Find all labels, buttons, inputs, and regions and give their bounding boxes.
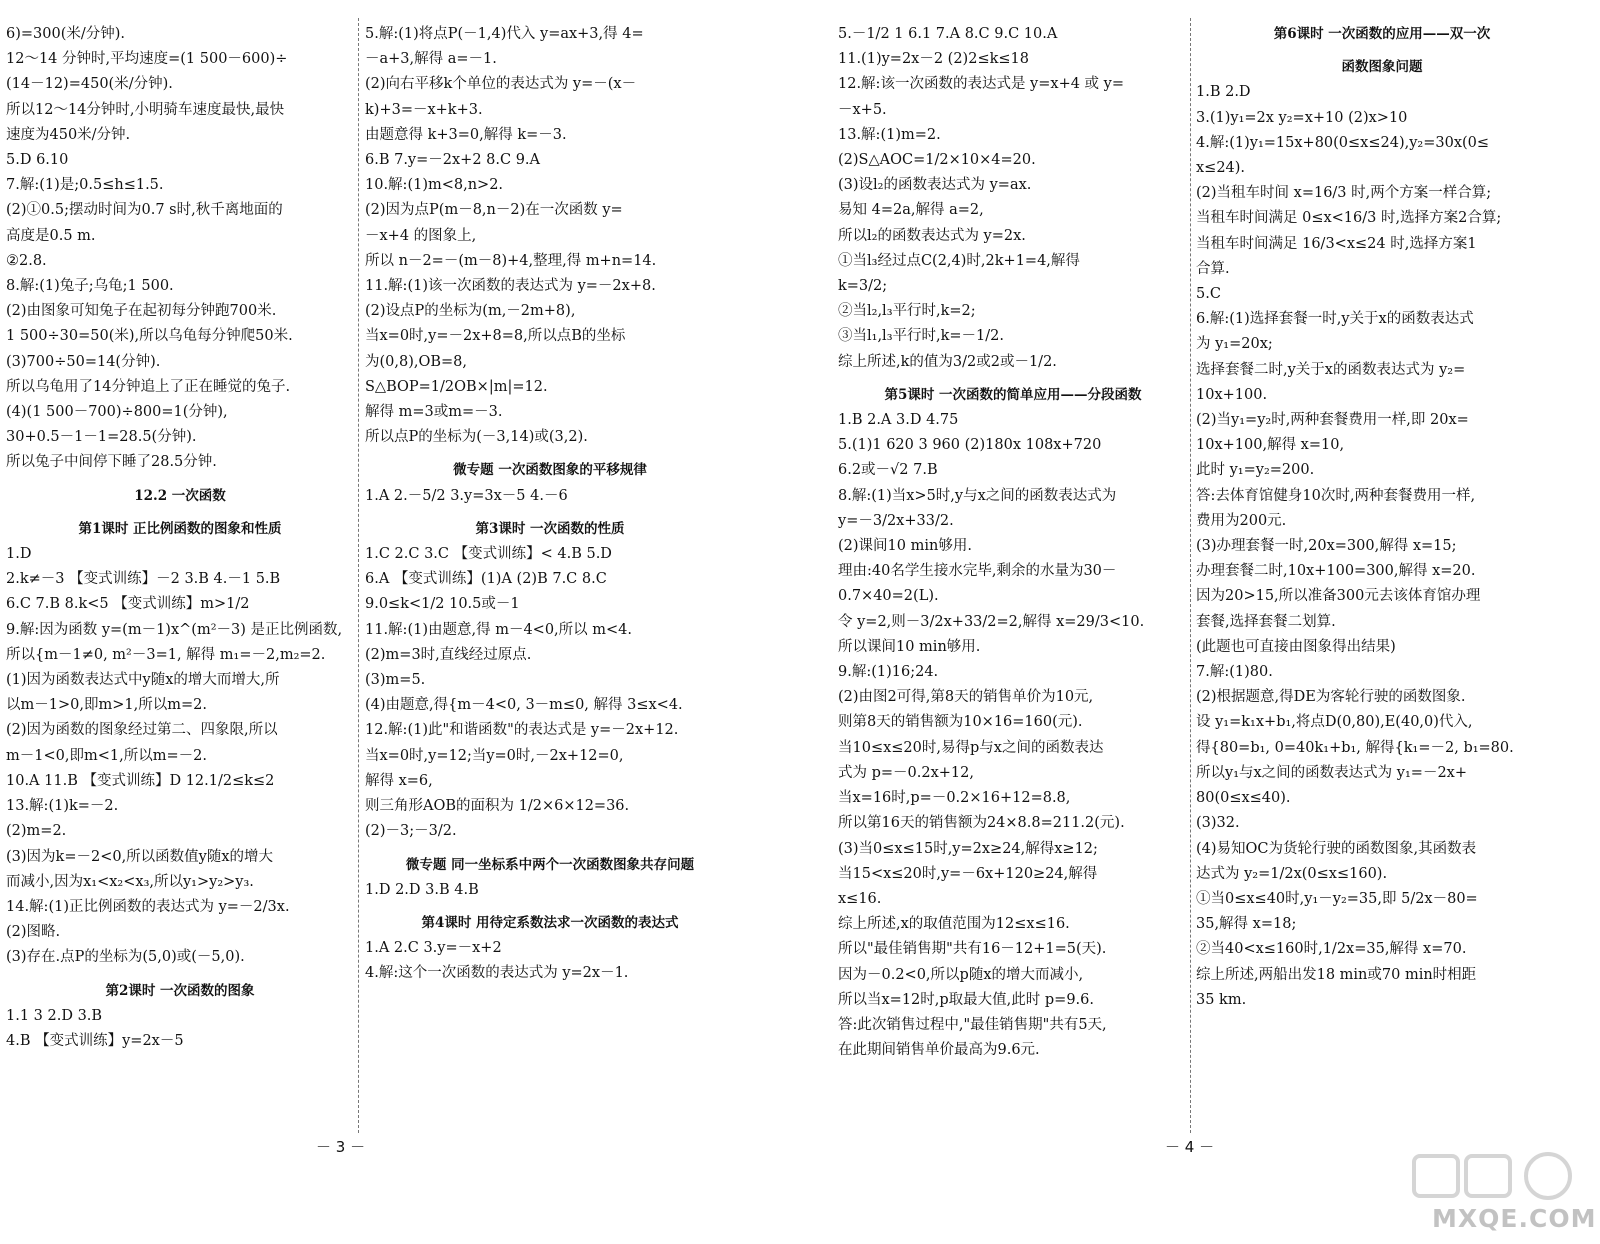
answer-line: (2)设点P的坐标为(m,－2m+8), (365, 303, 576, 320)
answer-line: ①当0≤x≤40时,y₁－y₂=35,即 5/2x－80= (1196, 890, 1478, 907)
answer-line: 速度为450米/分钟. (6, 126, 131, 143)
answer-line: 答:此次销售过程中,"最佳销售期"共有5天, (838, 1016, 1107, 1033)
answer-line: －x+4 的图象上, (365, 227, 477, 244)
answer-line: 答:去体育馆健身10次时,两种套餐费用一样, (1196, 487, 1476, 504)
answer-line: m－1<0,即m<1,所以m=－2. (6, 747, 207, 764)
answer-line: (2)当y₁=y₂时,两种套餐费用一样,即 20x= (1196, 412, 1469, 429)
answer-line: 高度是0.5 m. (6, 227, 96, 244)
answer-column-3 (838, 22, 1188, 1063)
answer-line: 套餐,选择套餐二划算. (1196, 613, 1336, 630)
section-heading: 函数图象问题 (1341, 59, 1423, 76)
answer-line: (此题也可直接由图象得出结果) (1196, 638, 1396, 655)
answer-line: 5.解:(1)将点P(－1,4)代入 y=ax+3,得 4= (365, 26, 644, 42)
answer-line: 13.解:(1)m=2. (838, 126, 941, 143)
answer-line: (4)(1 500－700)÷800=1(分钟), (6, 404, 228, 421)
answer-line: (2)课间10 min够用. (838, 538, 972, 555)
answer-line: 8.解:(1)兔子;乌龟;1 500. (6, 278, 174, 295)
answer-line: (2)①0.5;摆动时间为0.7 s时,秋千离地面的 (6, 202, 283, 219)
answer-line: 为 y₁=20x; (1196, 336, 1273, 353)
answer-line: x≤16. (838, 890, 882, 907)
answer-line: 5.D 6.10 (6, 152, 69, 169)
answer-line: 设 y₁=k₁x+b₁,将点D(0,80),E(40,0)代入, (1196, 714, 1473, 731)
answer-line: 而减小,因为x₁<x₂<x₃,所以y₁>y₂>y₃. (6, 873, 254, 890)
answer-line: (3)700÷50=14(分钟). (6, 353, 161, 370)
answer-line: (2)－3;－3/2. (365, 823, 457, 840)
answer-line: 11.解:(1)该一次函数的表达式为 y=－2x+8. (365, 278, 656, 295)
answer-line: 10x+100,解得 x=10, (1196, 437, 1345, 454)
answer-line: k)+3=－x+k+3. (365, 101, 483, 118)
answer-line: (2)S△AOC=1/2×10×4=20. (838, 152, 1036, 169)
answer-line: 费用为200元. (1196, 512, 1287, 529)
answer-line: 所以{m－1≠0, m²－3=1, 解得 m₁=－2,m₂=2. (6, 646, 326, 663)
answer-line: 达式为 y₂=1/2x(0≤x≤160). (1196, 865, 1388, 882)
answer-line: 6.A 【变式训练】(1)A (2)B 7.C 8.C (365, 571, 607, 588)
answer-line: (14－12)=450(米/分钟). (6, 76, 173, 93)
answer-line: (3)设l₂的函数表达式为 y=ax. (838, 177, 1032, 194)
answer-line: 所以课间10 min够用. (838, 638, 981, 655)
answer-line: 综上所述,x的取值范围为12≤x≤16. (838, 916, 1070, 933)
answer-line: 1.B 2.A 3.D 4.75 (838, 412, 959, 429)
answer-line: ②2.8. (6, 252, 47, 269)
answer-line: 办理套餐二时,10x+100=300,解得 x=20. (1196, 563, 1476, 580)
answer-line: (2)当租车时间 x=16/3 时,两个方案一样合算; (1196, 185, 1492, 202)
answer-line: (2)因为点P(m－8,n－2)在一次函数 y= (365, 202, 623, 219)
answer-line: －x+5. (838, 101, 887, 118)
answer-line: (3)当0≤x≤15时,y=2x≥24,解得x≥12; (838, 840, 1098, 857)
answer-line: 令 y=2,则－3/2x+33/2=2,解得 x=29/3<10. (838, 613, 1145, 630)
answer-line: 所以 n－2=－(m－8)+4,整理,得 m+n=14. (365, 252, 657, 269)
answer-line: (3)m=5. (365, 672, 426, 689)
answer-line: 0.7×40=2(L). (838, 588, 939, 605)
section-heading: 第3课时 一次函数的性质 (475, 520, 625, 537)
answer-line: (3)存在.点P的坐标为(5,0)或(－5,0). (6, 949, 245, 966)
answer-line: 6.解:(1)选择套餐一时,y关于x的函数表达式 (1196, 311, 1474, 328)
answer-line: (2)由图象可知兔子在起初每分钟跑700米. (6, 303, 277, 320)
answer-line: 当10≤x≤20时,易得p与x之间的函数表达 (838, 739, 1104, 756)
answer-line: 由题意得 k+3=0,解得 k=－3. (365, 126, 567, 143)
answer-line: 2.k≠－3 【变式训练】－2 3.B 4.－1 5.B (6, 571, 281, 588)
answer-line: 5.(1)1 620 3 960 (2)180x 108x+720 (838, 437, 1102, 454)
answer-line: 13.解:(1)k=－2. (6, 798, 119, 815)
watermark-text: MXQE.COM (1432, 1204, 1597, 1233)
answer-line: 12.解:(1)此"和谐函数"的表达式是 y=－2x+12. (365, 722, 679, 739)
answer-line: 所以y₁与x之间的函数表达式为 y₁=－2x+ (1196, 764, 1467, 781)
answer-line: 选择套餐二时,y关于x的函数表达式为 y₂= (1196, 361, 1466, 378)
answer-line: 所以"最佳销售期"共有16－12+1=5(天). (838, 941, 1107, 958)
page-number-right: － 4 － (1165, 1138, 1215, 1156)
answer-line: 9.解:因为函数 y=(m－1)x^(m²－3) 是正比例函数, (6, 621, 343, 638)
answer-line: 在此期间销售单价最高为9.6元. (838, 1042, 1040, 1059)
answer-line: 所以第16天的销售额为24×8.8=211.2(元). (838, 815, 1125, 832)
answer-line: 7.解:(1)80. (1196, 664, 1273, 681)
section-heading: 12.2 一次函数 (134, 487, 226, 504)
answer-line: 1.A 2.C 3.y=－x+2 (365, 940, 502, 957)
column-divider (1190, 18, 1191, 1133)
answer-column-2 (365, 22, 735, 987)
answer-line: 当租车时间满足 16/3<x≤24 时,选择方案1 (1196, 235, 1477, 252)
answer-line: 35,解得 x=18; (1196, 916, 1297, 933)
answer-line: 6.B 7.y=－2x+2 8.C 9.A (365, 152, 541, 169)
answer-line: ①当l₃经过点C(2,4)时,2k+1=4,解得 (838, 252, 1080, 269)
answer-line: (2)由图2可得,第8天的销售单价为10元, (838, 689, 1094, 706)
answer-line: 8.解:(1)当x>5时,y与x之间的函数表达式为 (838, 487, 1117, 504)
answer-line: 因为20>15,所以准备300元去该体育馆办理 (1196, 588, 1481, 605)
answer-column-1 (6, 22, 354, 1054)
answer-line: 为(0,8),OB=8, (365, 353, 468, 370)
answer-line: (2)m=3时,直线经过原点. (365, 646, 532, 663)
answer-line: 以m－1>0,即m>1,所以m=2. (6, 697, 207, 714)
answer-line: 此时 y₁=y₂=200. (1196, 462, 1315, 479)
page-number-left: － 3 － (316, 1138, 366, 1156)
answer-line: ②当40<x≤160时,1/2x=35,解得 x=70. (1196, 941, 1467, 958)
answer-line: 12～14 分钟时,平均速度=(1 500－600)÷ (6, 51, 288, 68)
answer-line: 6.C 7.B 8.k<5 【变式训练】m>1/2 (6, 596, 250, 613)
answer-line: 12.解:该一次函数的表达式是 y=x+4 或 y= (838, 76, 1125, 93)
answer-line: 解得 x=6, (365, 772, 433, 789)
answer-line: (2)因为函数的图象经过第二、四象限,所以 (6, 722, 278, 739)
answer-line: 所以12～14分钟时,小明骑车速度最快,最快 (6, 101, 285, 118)
section-heading: 第4课时 用待定系数法求一次函数的表达式 (421, 914, 679, 931)
answer-line: (1)因为函数表达式中y随x的增大而增大,所 (6, 672, 280, 689)
answer-line: 因为－0.2<0,所以p随x的增大而减小, (838, 966, 1084, 983)
section-heading: 第6课时 一次函数的应用——双一次 (1273, 26, 1491, 42)
answer-line: 当x=16时,p=－0.2×16+12=8.8, (838, 790, 1071, 807)
answer-line: 10x+100. (1196, 386, 1268, 403)
answer-line: 所以l₂的函数表达式为 y=2x. (838, 227, 1026, 244)
answer-line: 9.0≤k<1/2 10.5或－1 (365, 596, 520, 613)
answer-line: (2)向右平移k个单位的表达式为 y=－(x－ (365, 76, 637, 93)
answer-line: 35 km. (1196, 991, 1247, 1008)
answer-line: 1.B 2.D (1196, 84, 1251, 101)
answer-line: 综上所述,k的值为3/2或2或－1/2. (838, 353, 1057, 370)
answer-line: ②当l₂,l₃平行时,k=2; (838, 303, 976, 320)
answer-line: 合算. (1196, 260, 1230, 277)
section-heading: 微专题 一次函数图象的平移规律 (453, 462, 647, 479)
answer-line: S△BOP=1/2OB×|m|=12. (365, 378, 548, 395)
answer-line: (3)32. (1196, 815, 1240, 832)
answer-line: 理由:40名学生接水完毕,剩余的水量为30－ (838, 563, 1117, 580)
answer-line: (2)根据题意,得DE为客轮行驶的函数图象. (1196, 689, 1466, 706)
answer-line: －a+3,解得 a=－1. (365, 51, 497, 68)
answer-line: 1.D 2.D 3.B 4.B (365, 881, 479, 898)
answer-line: 10.A 11.B 【变式训练】D 12.1/2≤k≤2 (6, 772, 275, 789)
section-heading: 第2课时 一次函数的图象 (105, 982, 255, 999)
answer-line: 4.解:(1)y₁=15x+80(0≤x≤24),y₂=30x(0≤ (1196, 134, 1490, 151)
answer-line: 综上所述,两船出发18 min或70 min时相距 (1196, 966, 1477, 983)
answer-line: (3)因为k=－2<0,所以函数值y随x的增大 (6, 848, 274, 865)
answer-line: 当x=0时,y=12;当y=0时,－2x+12=0, (365, 747, 624, 764)
answer-line: 11.(1)y=2x－2 (2)2≤k≤18 (838, 51, 1029, 68)
answer-line: 6)=300(米/分钟). (6, 26, 126, 42)
answer-line: 当租车时间满足 0≤x<16/3 时,选择方案2合算; (1196, 210, 1502, 227)
answer-line: 易知 4=2a,解得 a=2, (838, 202, 984, 219)
answer-line: 1.D (6, 546, 32, 563)
answer-line: 80(0≤x≤40). (1196, 790, 1291, 807)
answer-line: 11.解:(1)由题意,得 m－4<0,所以 m<4. (365, 621, 633, 638)
answer-line: 所以当x=12时,p取最大值,此时 p=9.6. (838, 991, 1094, 1008)
answer-line: 所以乌龟用了14分钟追上了正在睡觉的兔子. (6, 378, 291, 395)
answer-line: y=－3/2x+33/2. (838, 512, 954, 529)
answer-line: 式为 p=－0.2x+12, (838, 764, 974, 781)
answer-line: (2)图略. (6, 924, 61, 941)
answer-line: 则第8天的销售额为10×16=160(元). (838, 714, 1083, 731)
column-divider (358, 18, 359, 1133)
answer-line: 解得 m=3或m=－3. (365, 404, 503, 421)
answer-line: 1 500÷30=50(米),所以乌龟每分钟爬50米. (6, 328, 293, 345)
answer-line: 当15<x≤20时,y=－6x+120≥24,解得 (838, 865, 1098, 882)
answer-line: 1.1 3 2.D 3.B (6, 1007, 103, 1024)
section-heading: 第1课时 正比例函数的图象和性质 (78, 520, 282, 537)
answer-line: (3)办理套餐一时,20x=300,解得 x=15; (1196, 538, 1457, 555)
answer-line: 14.解:(1)正比例函数的表达式为 y=－2/3x. (6, 898, 290, 915)
answer-line: 4.解:这个一次函数的表达式为 y=2x－1. (365, 965, 629, 982)
answer-line: 5.－1/2 1 6.1 7.A 8.C 9.C 10.A (838, 26, 1058, 42)
answer-line: 所以点P的坐标为(－3,14)或(3,2). (365, 429, 588, 446)
answer-line: 所以兔子中间停下睡了28.5分钟. (6, 454, 217, 471)
answer-line: 10.解:(1)m<8,n>2. (365, 177, 504, 194)
answer-line: 3.(1)y₁=2x y₂=x+10 (2)x>10 (1196, 109, 1408, 126)
section-heading: 微专题 同一坐标系中两个一次函数图象共存问题 (405, 856, 695, 873)
answer-line: (2)m=2. (6, 823, 67, 840)
answer-line: 1.A 2.－5/2 3.y=3x－5 4.－6 (365, 487, 568, 504)
answer-line: 则三角形AOB的面积为 1/2×6×12=36. (365, 798, 630, 815)
answer-line: 6.2或－√2 7.B (838, 462, 938, 479)
answer-line: (4)易知OC为货轮行驶的函数图象,其函数表 (1196, 840, 1477, 857)
answer-line: 得{80=b₁, 0=40k₁+b₁, 解得{k₁=－2, b₁=80. (1196, 739, 1514, 756)
answer-column-4 (1196, 22, 1568, 1013)
answer-line: 4.B 【变式训练】y=2x－5 (6, 1032, 184, 1049)
answer-line: 9.解:(1)16;24. (838, 664, 939, 681)
answer-line: 7.解:(1)是;0.5≤h≤1.5. (6, 177, 164, 194)
answer-line: 5.C (1196, 286, 1221, 303)
answer-line: 1.C 2.C 3.C 【变式训练】< 4.B 5.D (365, 546, 612, 563)
answer-line: k=3/2; (838, 278, 888, 295)
answer-line: 当x=0时,y=－2x+8=8,所以点B的坐标 (365, 328, 626, 345)
answer-line: x≤24). (1196, 160, 1246, 177)
answer-line: (4)由题意,得{m－4<0, 3－m≤0, 解得 3≤x<4. (365, 697, 683, 714)
section-heading: 第5课时 一次函数的简单应用——分段函数 (884, 386, 1142, 403)
answer-line: 30+0.5－1－1=28.5(分钟). (6, 429, 197, 446)
answer-line: ③当l₁,l₃平行时,k=－1/2. (838, 328, 1004, 345)
